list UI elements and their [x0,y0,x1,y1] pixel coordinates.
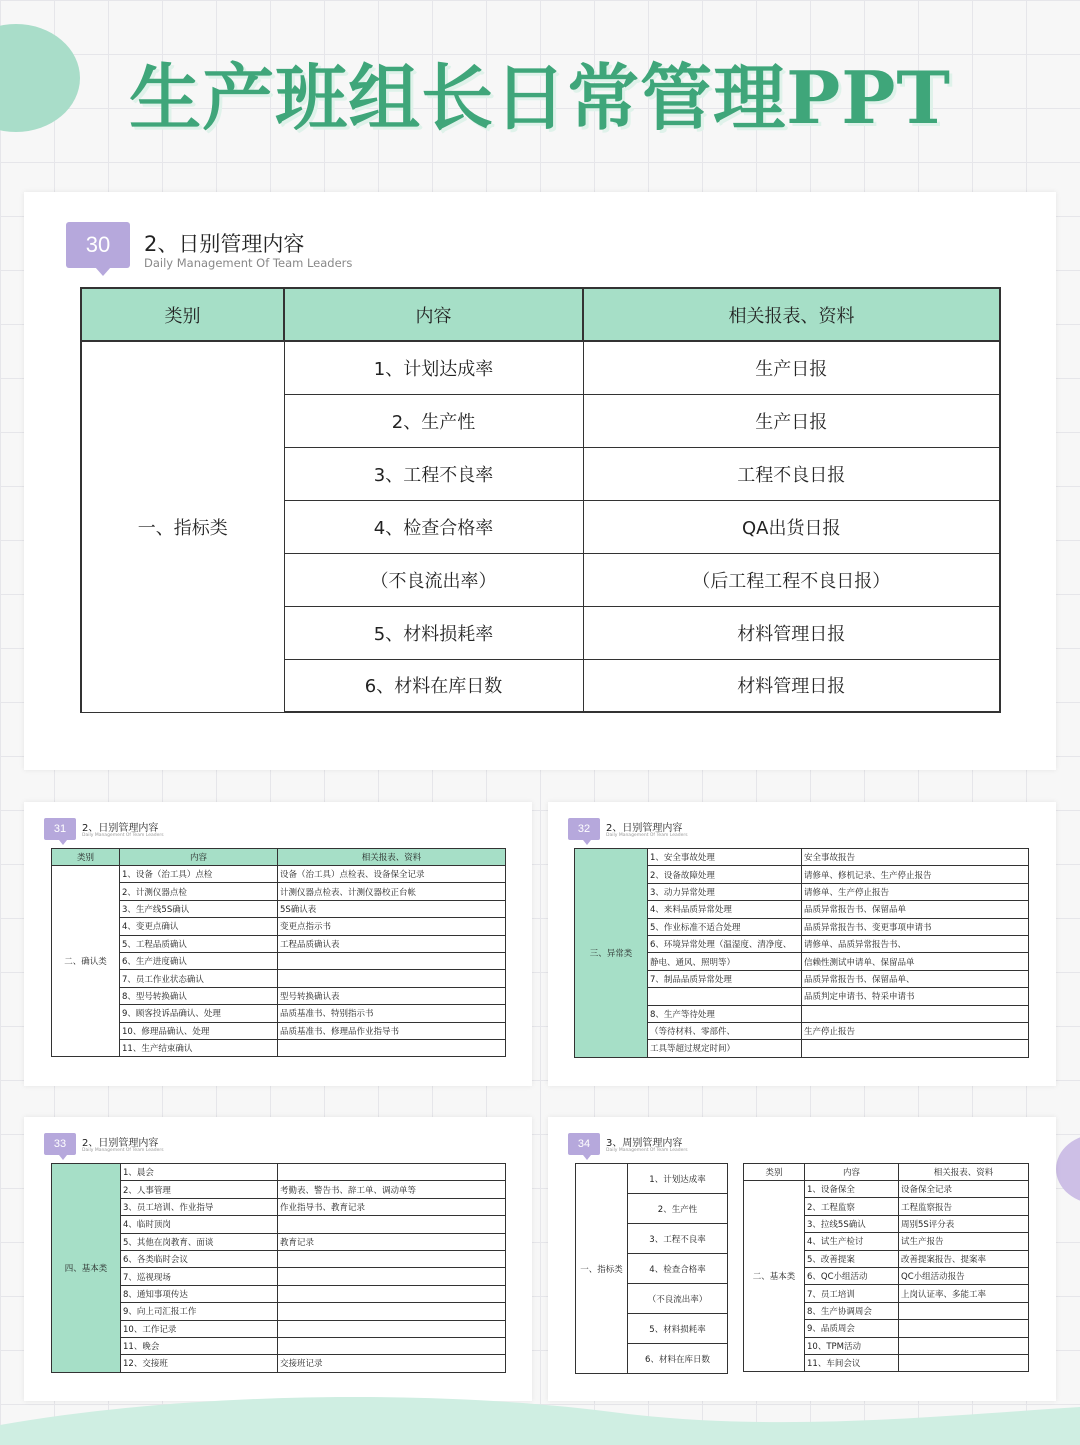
table-row [52,1216,506,1233]
daily-indicator-table [80,287,1001,713]
report-cell: 交接班记录 [278,1355,506,1372]
content-cell: 11、车间会议 [805,1354,899,1371]
slide-number-badge: 33 [44,1133,76,1155]
table-header-row [81,288,1000,341]
section-title: 2、日别管理内容 [82,1138,159,1149]
content-cell: 10、TPM活动 [805,1337,899,1354]
table-row [52,1005,506,1022]
content-cell: 工具等超过规定时间） [648,1040,802,1057]
bottom-wave-decoration [0,1385,1080,1445]
report-cell: 品质异常报告书、保留品单、 [802,970,1029,987]
report-cell: 型号转换确认表 [278,987,506,1004]
table-row [52,1285,506,1302]
table-row [52,952,506,969]
header-category: 类别 [744,1164,805,1181]
section-title: 3、周别管理内容 [606,1138,683,1149]
exception-table [574,848,1029,1058]
report-cell: 设备保全记录 [899,1181,1029,1198]
report-cell: 品质基准书、修理品作业指导书 [278,1022,506,1039]
table-row [52,918,506,935]
content-cell: 3、动力异常处理 [648,883,802,900]
content-cell: 9、品质周会 [805,1320,899,1337]
table-row [52,1022,506,1039]
decor-circle-purple [1056,1134,1080,1204]
table-row [52,1355,506,1372]
report-cell: 计测仪器点检表、计测仪器校正台帐 [278,883,506,900]
category-cell: 三、异常类 [575,849,648,1058]
content-cell: 11、晚会 [121,1337,278,1354]
report-cell: QA出货日报 [583,500,1000,553]
content-cell: 5、材料损耗率 [628,1314,728,1344]
report-cell: 请修单、修机记录、生产停止报告 [802,866,1029,883]
content-cell: 8、生产协调周会 [805,1302,899,1319]
table-row [576,1164,728,1194]
content-cell: 2、生产性 [284,394,583,447]
section-subtitle: Daily Management Of Team Leaders [82,1148,164,1153]
table-row [52,935,506,952]
table-row [52,970,506,987]
report-cell: 品质基准书、特别指示书 [278,1005,506,1022]
content-cell: 12、交接班 [121,1355,278,1372]
report-cell: 试生产报告 [899,1233,1029,1250]
content-cell: 2、工程监察 [805,1198,899,1215]
header-content: 内容 [805,1164,899,1181]
report-cell [899,1320,1029,1337]
report-cell [278,1268,506,1285]
table-row [81,341,1000,394]
report-cell [278,970,506,987]
confirm-table [51,848,506,1057]
header-report: 相关报表、资料 [278,849,506,866]
report-cell: 5S确认表 [278,900,506,917]
content-cell: 5、工程品质确认 [120,935,278,952]
content-cell: 4、临时顶岗 [121,1216,278,1233]
slide-number-badge: 30 [66,222,130,268]
report-cell: 工程不良日报 [583,447,1000,500]
slide-number-badge: 32 [568,818,600,840]
content-cell: 4、检查合格率 [628,1254,728,1284]
report-cell: 工程品质确认表 [278,935,506,952]
report-cell: 材料管理日报 [583,659,1000,712]
header-content: 内容 [284,288,583,341]
report-cell [899,1337,1029,1354]
table-row [52,1164,506,1181]
content-cell: 1、计划达成率 [284,341,583,394]
table-row [744,1181,1029,1198]
category-cell: 二、基本类 [744,1181,805,1372]
table-row [52,1268,506,1285]
content-cell: 5、改善提案 [805,1250,899,1267]
report-cell [802,1040,1029,1057]
header-report: 相关报表、资料 [899,1164,1029,1181]
report-cell: 品质异常报告书、变更事项申请书 [802,918,1029,935]
table-row [52,1181,506,1198]
report-cell [899,1354,1029,1371]
report-cell [278,1216,506,1233]
table-row [52,1198,506,1215]
table-row [52,900,506,917]
section-title: 2、日别管理内容 [606,823,683,834]
content-cell: 2、生产性 [628,1194,728,1224]
content-cell: 5、材料损耗率 [284,606,583,659]
weekly-indicator-table [575,1163,728,1374]
content-cell: 4、变更点确认 [120,918,278,935]
table-row [575,849,1029,866]
report-cell: 变更点指示书 [278,918,506,935]
content-cell: 5、其他在岗教育、面谈 [121,1233,278,1250]
report-cell: 生产日报 [583,341,1000,394]
slide-31 [24,802,532,1086]
report-cell: 请修单、生产停止报告 [802,883,1029,900]
report-cell: 请修单、品质异常报告书、 [802,935,1029,952]
slide-30 [24,192,1056,770]
table-row [52,1320,506,1337]
content-cell: 7、员工作业状态确认 [120,970,278,987]
content-cell: 6、环境异常处理（温湿度、清净度、 [648,935,802,952]
content-cell: 3、工程不良率 [628,1224,728,1254]
section-subtitle: Daily Management Of Team Leaders [144,256,353,270]
table-header-row [744,1164,1029,1181]
content-cell: （不良流出率） [628,1284,728,1314]
content-cell: 11、生产结束确认 [120,1039,278,1056]
content-cell: 2、设备故障处理 [648,866,802,883]
content-cell: 3、员工培训、作业指导 [121,1198,278,1215]
report-cell: 设备（治工具）点检表、设备保全记录 [278,866,506,883]
content-cell: 10、工作记录 [121,1320,278,1337]
content-cell: 6、各类临时会议 [121,1250,278,1267]
content-cell: 1、计划达成率 [628,1164,728,1194]
report-cell: 品质异常报告书、保留品单 [802,901,1029,918]
report-cell [278,952,506,969]
content-cell: 6、生产进度确认 [120,952,278,969]
content-cell: 7、员工培训 [805,1285,899,1302]
slide-33 [24,1117,532,1401]
report-cell [899,1302,1029,1319]
content-cell: 7、巡视现场 [121,1268,278,1285]
header-report: 相关报表、资料 [583,288,1000,341]
content-cell: 6、材料在库日数 [628,1344,728,1374]
content-cell: 2、计测仪器点检 [120,883,278,900]
content-cell: 3、工程不良率 [284,447,583,500]
slide-number-badge: 34 [568,1133,600,1155]
table-row [52,1303,506,1320]
report-cell [278,1337,506,1354]
report-cell: 考勤表、警告书、辞工单、调动单等 [278,1181,506,1198]
report-cell: 改善提案报告、提案率 [899,1250,1029,1267]
section-subtitle: Daily Management Of Team Leaders [82,833,164,838]
basic-table [51,1163,506,1373]
slide-34 [548,1117,1056,1401]
content-cell: 8、通知事项传达 [121,1285,278,1302]
report-cell: 工程监察报告 [899,1198,1029,1215]
section-subtitle: Daily Management Of Team Leaders [606,833,688,838]
category-cell: 二、确认类 [52,866,120,1057]
table-row [52,866,506,883]
report-cell: 材料管理日报 [583,606,1000,659]
content-cell: 2、人事管理 [121,1181,278,1198]
header-content: 内容 [120,849,278,866]
slide-32 [548,802,1056,1086]
report-cell: QC小组活动报告 [899,1267,1029,1284]
content-cell: 8、生产等待处理 [648,1005,802,1022]
page-title: 生产班组长日常管理PPT [129,55,951,140]
content-cell: 9、顾客投诉品确认、处理 [120,1005,278,1022]
content-cell: 9、向上司汇报工作 [121,1303,278,1320]
report-cell: 作业指导书、教育记录 [278,1198,506,1215]
content-cell: 3、拉线5S确认 [805,1215,899,1232]
report-cell: （后工程工程不良日报） [583,553,1000,606]
content-cell: 静电、通风、照明等） [648,953,802,970]
report-cell [278,1250,506,1267]
weekly-basic-table [743,1163,1029,1372]
table-row [52,1337,506,1354]
slide-number-badge: 31 [44,818,76,840]
content-cell: 5、作业标准不适合处理 [648,918,802,935]
section-title: 2、日别管理内容 [82,823,159,834]
content-cell: （不良流出率） [284,553,583,606]
content-cell: 7、制品品质异常处理 [648,970,802,987]
report-cell: 信赖性测试申请单、保留品单 [802,953,1029,970]
report-cell: 生产日报 [583,394,1000,447]
content-cell: （等待材料、零部件、 [648,1022,802,1039]
report-cell [278,1039,506,1056]
content-cell: 6、QC小组活动 [805,1267,899,1284]
content-cell [648,988,802,1005]
content-cell: 1、晨会 [121,1164,278,1181]
table-row [52,1233,506,1250]
report-cell [278,1303,506,1320]
content-cell: 1、安全事故处理 [648,849,802,866]
table-row [52,987,506,1004]
report-cell [278,1285,506,1302]
content-cell: 4、检查合格率 [284,500,583,553]
report-cell: 上岗认证率、多能工率 [899,1285,1029,1302]
report-cell: 教育记录 [278,1233,506,1250]
report-cell [278,1164,506,1181]
content-cell: 1、设备保全 [805,1181,899,1198]
section-subtitle: Daily Management Of Team Leaders [606,1148,688,1153]
category-cell: 一、指标类 [576,1164,628,1374]
table-row [52,1039,506,1056]
header-category: 类别 [81,288,284,341]
report-cell: 周别5S评分表 [899,1215,1029,1232]
table-row [52,883,506,900]
content-cell: 1、设备（治工具）点检 [120,866,278,883]
content-cell: 10、修理品确认、处理 [120,1022,278,1039]
report-cell [802,1005,1029,1022]
header-category: 类别 [52,849,120,866]
content-cell: 3、生产线5S确认 [120,900,278,917]
report-cell: 生产停止报告 [802,1022,1029,1039]
report-cell: 品质判定申请书、特采申请书 [802,988,1029,1005]
report-cell: 安全事故报告 [802,849,1029,866]
category-cell: 一、指标类 [81,341,284,712]
content-cell: 6、材料在库日数 [284,659,583,712]
content-cell: 4、来料品质异常处理 [648,901,802,918]
table-row [52,1250,506,1267]
report-cell [278,1320,506,1337]
category-cell: 四、基本类 [52,1164,121,1373]
table-header-row [52,849,506,866]
content-cell: 8、型号转换确认 [120,987,278,1004]
section-title: 2、日别管理内容 [144,232,305,256]
content-cell: 4、试生产检讨 [805,1233,899,1250]
